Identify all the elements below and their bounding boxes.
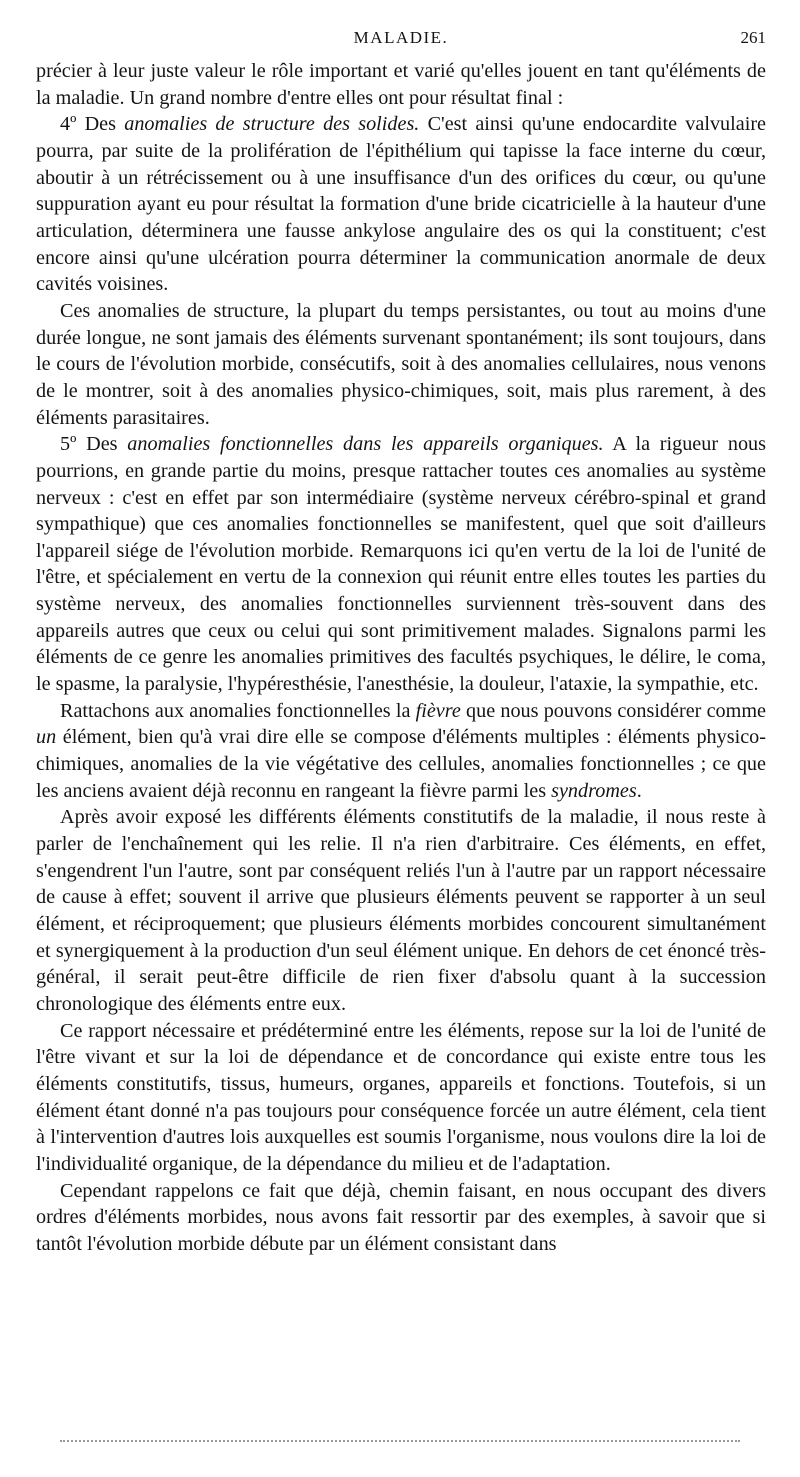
paragraph (36, 298, 766, 431)
emphasis-word: fièvre (415, 699, 461, 722)
footer-dotted-rule (60, 1440, 740, 1442)
paragraph (36, 1178, 766, 1258)
emphasis-word: syndromes (551, 779, 637, 802)
paragraph-text: élément, bien qu'à vrai dire elle se compose d'éléments multiples : éléments physico-chimiques, anomalies de la vie végétative des cellules, anomalies fonctionnelles ; ce que les anciens avaient déjà reconnu en rangeant la fièvre parmi les (36, 726, 766, 802)
list-number: 4º Des (60, 113, 125, 136)
paragraph-text: Rattachons aux anomalies fonctionnelles la (60, 699, 416, 722)
running-header (36, 28, 766, 58)
running-title: MALADIE. (353, 28, 449, 47)
paragraph-text: C'est ainsi qu'une endocardite valvulaire pourra, par suite de la prolifération de l'épithélium qui tapisse la face interne du cœur, aboutir à un rétrécissement ou à une insuffisance d'un des orifices du cœur, ou qu'une suppuration ayant eu pour résultat la formation d'une bride cicatricielle à la hauteur d'une articulation, déterminera une fausse ankylose angulaire des os qui la constituent; c'est encore ainsi qu'une ulcération pourra déterminer la communication anormale de deux cavités voisines. (36, 113, 766, 296)
body-text (36, 58, 766, 1258)
section-heading-italic: anomalies de structure des solides. (124, 113, 420, 136)
paragraph-text: précier à leur juste valeur le rôle important et varié qu'elles jouent en tant qu'éléments de la maladie. Un grand nombre d'entre elles ont pour résultat final : (36, 60, 766, 109)
paragraph-text: Ces anomalies de structure, la plupart du temps persistantes, ou tout au moins d'une durée longue, ne sont jamais des éléments survenant spontanément; ils sont toujours, dans le cours de l'évolution morbide, consécutifs, soit à des anomalies cellulaires, nous venons de le montrer, soit à des anomalies physico-chimiques, soit, mais plus rarement, à des éléments parasitaires. (36, 299, 766, 429)
paragraph-text: . (636, 779, 642, 802)
paragraph-text: Après avoir exposé les différents éléments constitutifs de la maladie, il nous reste à parler de l'enchaînement qui les relie. Il n'a rien d'arbitraire. Ces éléments, en effet, s'engendrent l'un l'autre, sont par conséquent reliés l'un à l'autre par un rapport nécessaire de cause à effet; souvent il arrive que plusieurs éléments peuvent se rapporter à un seul élément, et réciproquement; que plusieurs éléments morbides concourent simultanément et synergiquement à la production d'un seul élément unique. En dehors de cet énoncé très-général, il serait peut-être difficile de rien fixer d'absolu quant à la succession chronologique des éléments entre eux. (36, 806, 766, 1015)
paragraph-text: Cependant rappelons ce fait que déjà, chemin faisant, en nous occupant des divers ordres d'éléments morbides, nous avons fait ressortir par des exemples, à savoir que si tantôt l'évolution morbide débute par un élément consistant dans (36, 1179, 766, 1255)
page-number: 261 (740, 28, 766, 47)
paragraph-continued (36, 58, 766, 111)
paragraph (36, 804, 766, 1017)
paragraph-fever (36, 698, 766, 805)
book-page (36, 28, 766, 1258)
paragraph-text: que nous pouvons considérer comme (460, 699, 766, 722)
list-number: 5º Des (60, 433, 128, 456)
paragraph-text: Ce rapport nécessaire et prédéterminé entre les éléments, repose sur la loi de l'unité de l'être vivant et sur la loi de dépendance et de concordance qui existe entre tous les éléments constitutifs, tissus, humeurs, organes, appareils et fonctions. Toutefois, si un élément étant donné n'a pas toujours pour conséquence forcée un autre élément, cela tient à l'intervention d'autres lois auxquelles est soumis l'organisme, nous voulons dire la loi de l'individualité organique, de la dépendance du milieu et de l'adaptation. (36, 1019, 766, 1175)
emphasis-word: un (36, 726, 57, 749)
paragraph-text: A la rigueur nous pourrions, en grande partie du moins, presque rattacher toutes ces anomalies au système nerveux : c'est en effet par son intermédiaire (système nerveux cérébro-spinal et grand sympathique) que ces anomalies fonctionnelles se manifestent, quel que soit d'ailleurs l'appareil siége de l'évolution morbide. Remarquons ici qu'en vertu de la loi de l'unité de l'être, et spécialement en vertu de la connexion qui réunit entre elles toutes les parties du système nerveux, des anomalies fonctionnelles surviennent très-souvent dans des appareils autres que ceux ou celui qui sont primitivement malades. Signalons parmi les éléments de ce genre les anomalies primitives des facultés psychiques, le délire, le coma, le spasme, la paralysie, l'hypéresthésie, l'anesthésie, la douleur, l'ataxie, la sympathie, etc. (36, 433, 766, 696)
paragraph-structural-anomalies (36, 111, 766, 298)
paragraph (36, 1018, 766, 1178)
section-heading-italic: anomalies fonctionnelles dans les appareils organiques. (127, 433, 604, 456)
paragraph-functional-anomalies (36, 431, 766, 698)
